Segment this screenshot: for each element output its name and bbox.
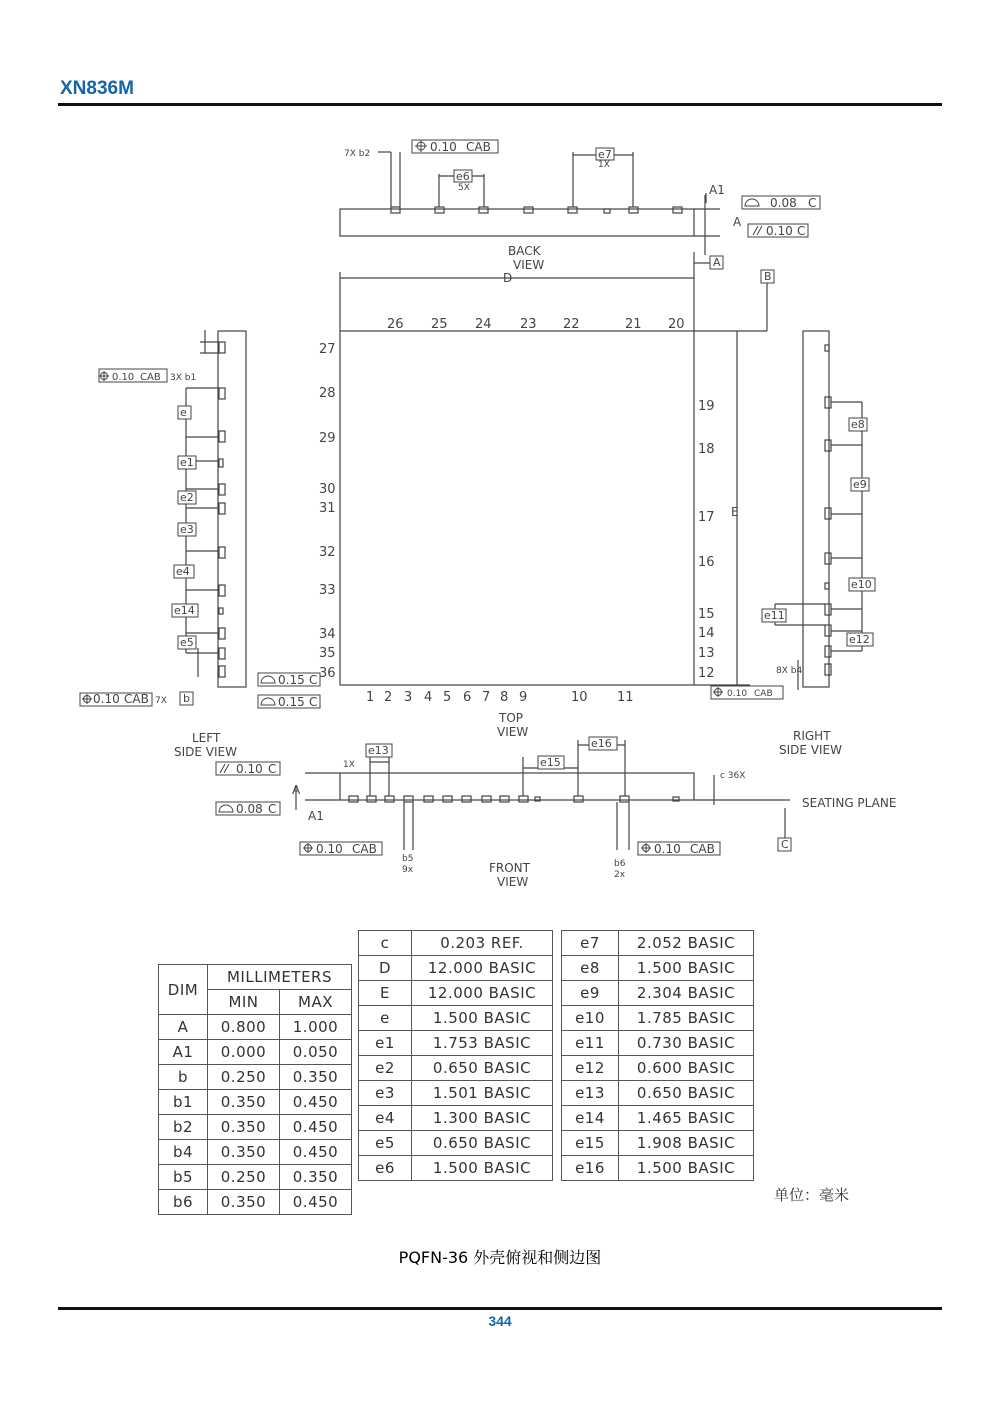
svg-text:e5: e5 bbox=[180, 636, 194, 649]
table-row: D 12.000 BASIC bbox=[359, 956, 553, 981]
table-row: e1 1.753 BASIC bbox=[359, 1031, 553, 1056]
svg-text:e2: e2 bbox=[180, 491, 194, 504]
svg-text:CAB: CAB bbox=[690, 842, 715, 856]
svg-text:31: 31 bbox=[319, 501, 336, 516]
table-row: e16 1.500 BASIC bbox=[562, 1156, 754, 1181]
datum-b: B bbox=[764, 270, 772, 283]
svg-text:2: 2 bbox=[384, 690, 393, 705]
svg-text:19: 19 bbox=[698, 399, 715, 414]
svg-text:32: 32 bbox=[319, 545, 336, 560]
table-row: e6 1.500 BASIC bbox=[359, 1156, 553, 1181]
svg-text:0.15: 0.15 bbox=[278, 673, 305, 687]
svg-text:E: E bbox=[731, 505, 739, 519]
svg-text:24: 24 bbox=[475, 317, 492, 332]
svg-text:e14: e14 bbox=[174, 604, 195, 617]
svg-text:TOP: TOP bbox=[499, 711, 524, 725]
table-row: e5 0.650 BASIC bbox=[359, 1131, 553, 1156]
table-row: e11 0.730 BASIC bbox=[562, 1031, 754, 1056]
svg-text:e12: e12 bbox=[849, 633, 870, 646]
svg-text:21: 21 bbox=[625, 317, 642, 332]
table-row: A 0.800 1.000 bbox=[159, 1015, 352, 1040]
svg-text:8: 8 bbox=[500, 690, 509, 705]
min-header: MIN bbox=[208, 990, 280, 1015]
svg-text:35: 35 bbox=[319, 646, 336, 661]
svg-text:5: 5 bbox=[443, 690, 452, 705]
svg-text:3: 3 bbox=[404, 690, 413, 705]
svg-text:0.10: 0.10 bbox=[112, 372, 135, 383]
svg-text:e9: e9 bbox=[853, 478, 867, 491]
svg-text:A1: A1 bbox=[308, 809, 324, 823]
table-row: e12 0.600 BASIC bbox=[562, 1056, 754, 1081]
svg-text:33: 33 bbox=[319, 583, 336, 598]
svg-text:C: C bbox=[309, 673, 318, 687]
svg-text:0.10: 0.10 bbox=[316, 842, 343, 856]
svg-text:0.10: 0.10 bbox=[236, 762, 263, 776]
svg-text:e6: e6 bbox=[456, 170, 470, 183]
svg-text:0.10: 0.10 bbox=[766, 224, 793, 238]
svg-text:18: 18 bbox=[698, 442, 715, 457]
svg-text:8X b4: 8X b4 bbox=[776, 666, 803, 676]
svg-text:30: 30 bbox=[319, 482, 336, 497]
svg-text:0.08: 0.08 bbox=[236, 802, 263, 816]
dim-table-basic-2 bbox=[561, 930, 754, 1181]
tol-text: 0.10 bbox=[430, 140, 457, 154]
svg-text:VIEW: VIEW bbox=[513, 258, 545, 272]
millimeters-header: MILLIMETERS bbox=[208, 965, 352, 990]
svg-text:25: 25 bbox=[431, 317, 448, 332]
table-row: b5 0.250 0.350 bbox=[159, 1165, 352, 1190]
svg-text:27: 27 bbox=[319, 342, 336, 357]
svg-text:0.08: 0.08 bbox=[770, 196, 797, 210]
dim-table-basic-1 bbox=[358, 930, 553, 1181]
svg-text:2x: 2x bbox=[614, 870, 626, 880]
svg-text:11: 11 bbox=[617, 690, 634, 705]
svg-text:LEFT: LEFT bbox=[192, 731, 221, 745]
svg-text:b5: b5 bbox=[402, 854, 414, 864]
svg-text:A: A bbox=[292, 783, 301, 797]
svg-text:4: 4 bbox=[424, 690, 433, 705]
svg-text:SIDE VIEW: SIDE VIEW bbox=[779, 743, 842, 757]
svg-text:e3: e3 bbox=[180, 523, 194, 536]
table-row: E 12.000 BASIC bbox=[359, 981, 553, 1006]
svg-text:20: 20 bbox=[668, 317, 685, 332]
svg-text:12: 12 bbox=[698, 666, 715, 681]
svg-text:7X b2: 7X b2 bbox=[344, 149, 371, 159]
top-view-body bbox=[340, 331, 694, 685]
svg-text:e15: e15 bbox=[540, 756, 561, 769]
svg-text:15: 15 bbox=[698, 607, 715, 622]
svg-text:17: 17 bbox=[698, 510, 715, 525]
svg-text:VIEW: VIEW bbox=[497, 875, 529, 889]
svg-text:C: C bbox=[309, 695, 318, 709]
svg-text:28: 28 bbox=[319, 386, 336, 401]
svg-text:5X: 5X bbox=[458, 183, 470, 193]
table-row: e9 2.304 BASIC bbox=[562, 981, 754, 1006]
svg-text:C: C bbox=[268, 802, 277, 816]
svg-text:22: 22 bbox=[563, 317, 580, 332]
svg-text:A1: A1 bbox=[709, 183, 725, 197]
left-side-view-body bbox=[218, 331, 246, 687]
svg-text:C: C bbox=[797, 224, 806, 238]
svg-text:CAB: CAB bbox=[466, 140, 491, 154]
svg-text:9x: 9x bbox=[402, 865, 414, 875]
svg-text:9: 9 bbox=[519, 690, 528, 705]
svg-text:C: C bbox=[268, 762, 277, 776]
svg-text:SIDE VIEW: SIDE VIEW bbox=[174, 745, 237, 759]
svg-text:1X: 1X bbox=[598, 160, 610, 170]
table-row: b1 0.350 0.450 bbox=[159, 1090, 352, 1115]
table-row: e13 0.650 BASIC bbox=[562, 1081, 754, 1106]
unit-note: 单位：毫米 bbox=[774, 1186, 850, 1204]
table-row: A1 0.000 0.050 bbox=[159, 1040, 352, 1065]
max-header: MAX bbox=[279, 990, 351, 1015]
svg-text:e11: e11 bbox=[764, 609, 785, 622]
table-row: e3 1.501 BASIC bbox=[359, 1081, 553, 1106]
svg-text:16: 16 bbox=[698, 555, 715, 570]
svg-text:b: b bbox=[183, 692, 190, 705]
svg-text:D: D bbox=[503, 271, 513, 285]
datum-a: A bbox=[713, 256, 721, 269]
svg-text:RIGHT: RIGHT bbox=[793, 729, 831, 743]
svg-text:e13: e13 bbox=[368, 744, 389, 757]
datum-c: C bbox=[781, 838, 789, 851]
svg-text:BACK: BACK bbox=[508, 244, 541, 258]
svg-text:c 36X: c 36X bbox=[720, 771, 746, 781]
svg-text:7: 7 bbox=[482, 690, 491, 705]
table-row: b6 0.350 0.450 bbox=[159, 1190, 352, 1215]
svg-text:13: 13 bbox=[698, 646, 715, 661]
table-row: b4 0.350 0.450 bbox=[159, 1140, 352, 1165]
dim-table-min-max bbox=[158, 964, 352, 1215]
svg-text:36: 36 bbox=[319, 666, 336, 681]
table-row: e8 1.500 BASIC bbox=[562, 956, 754, 981]
seating-plane-label: SEATING PLANE bbox=[802, 796, 897, 810]
svg-text:0.10: 0.10 bbox=[93, 692, 120, 706]
table-row: e14 1.465 BASIC bbox=[562, 1106, 754, 1131]
svg-text:0.10: 0.10 bbox=[727, 689, 748, 699]
svg-text:CAB: CAB bbox=[140, 372, 161, 383]
svg-text:0.15: 0.15 bbox=[278, 695, 305, 709]
svg-text:A: A bbox=[733, 215, 742, 229]
table-row: c 0.203 REF. bbox=[359, 931, 553, 956]
svg-text:10: 10 bbox=[571, 690, 588, 705]
svg-text:e10: e10 bbox=[851, 578, 872, 591]
table-row: b2 0.350 0.450 bbox=[159, 1115, 352, 1140]
dim-header: DIM bbox=[159, 965, 208, 1015]
table-row: e7 2.052 BASIC bbox=[562, 931, 754, 956]
svg-text:3X b1: 3X b1 bbox=[170, 373, 197, 383]
table-row: e2 0.650 BASIC bbox=[359, 1056, 553, 1081]
table-row: e 1.500 BASIC bbox=[359, 1006, 553, 1031]
svg-text:e16: e16 bbox=[591, 737, 612, 750]
svg-text:C: C bbox=[808, 196, 817, 210]
page-number: 344 bbox=[488, 1313, 512, 1329]
svg-text:34: 34 bbox=[319, 627, 336, 642]
svg-text:26: 26 bbox=[387, 317, 404, 332]
svg-text:14: 14 bbox=[698, 626, 715, 641]
table-row: e4 1.300 BASIC bbox=[359, 1106, 553, 1131]
table-row: e15 1.908 BASIC bbox=[562, 1131, 754, 1156]
svg-text:e4: e4 bbox=[176, 565, 190, 578]
svg-text:29: 29 bbox=[319, 431, 336, 446]
svg-text:CAB: CAB bbox=[754, 689, 773, 699]
svg-text:1X: 1X bbox=[343, 760, 355, 770]
svg-text:CAB: CAB bbox=[124, 692, 149, 706]
svg-text:0.10: 0.10 bbox=[654, 842, 681, 856]
svg-text:1: 1 bbox=[366, 690, 375, 705]
svg-text:6: 6 bbox=[463, 690, 472, 705]
svg-text:b6: b6 bbox=[614, 859, 626, 869]
svg-text:e8: e8 bbox=[851, 418, 865, 431]
document-title: XN836M bbox=[60, 78, 134, 99]
svg-text:VIEW: VIEW bbox=[497, 725, 529, 739]
svg-text:FRONT: FRONT bbox=[489, 861, 530, 875]
footer-rule bbox=[58, 1307, 942, 1310]
table-row: e10 1.785 BASIC bbox=[562, 1006, 754, 1031]
svg-text:CAB: CAB bbox=[352, 842, 377, 856]
table-row: b 0.250 0.350 bbox=[159, 1065, 352, 1090]
figure-caption: PQFN-36 外壳俯视和侧边图 bbox=[398, 1248, 602, 1267]
svg-text:e1: e1 bbox=[180, 456, 194, 469]
svg-text:23: 23 bbox=[520, 317, 537, 332]
svg-text:e: e bbox=[180, 406, 187, 419]
svg-text:e7: e7 bbox=[598, 148, 612, 161]
svg-text:7X: 7X bbox=[155, 696, 167, 706]
